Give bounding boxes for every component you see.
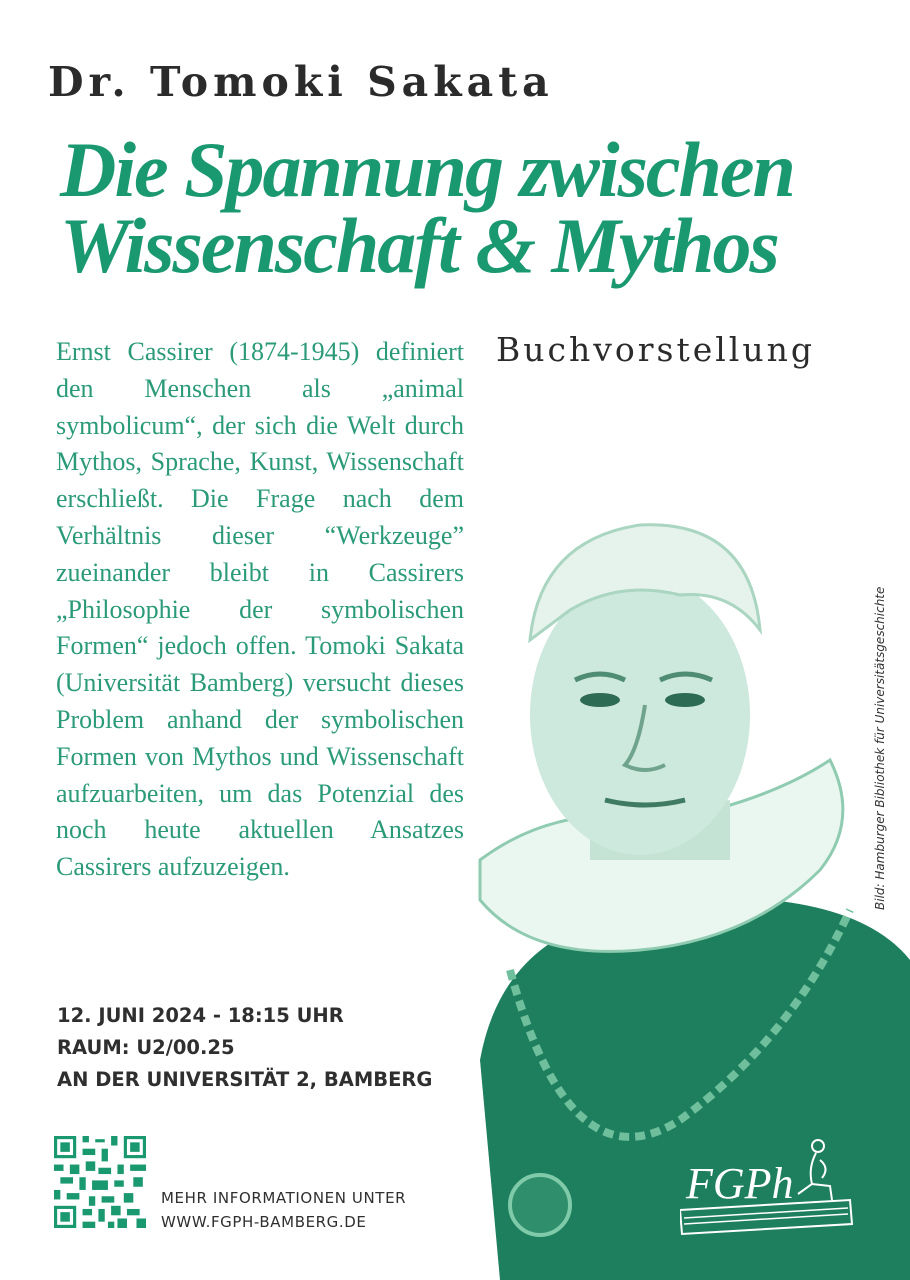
event-title (60, 126, 794, 289)
event-type-label: Buchvorstellung (496, 330, 815, 369)
more-info-label: MEHR INFORMATIONEN UNTER (161, 1189, 407, 1207)
portrait-medallion (510, 1175, 570, 1235)
thinker-figure-icon (680, 1138, 860, 1238)
qr-code-icon[interactable] (54, 1136, 146, 1228)
event-datetime: 12. JUNI 2024 - 18:15 UHR (57, 1004, 344, 1027)
event-details (57, 1000, 432, 1096)
event-room: RAUM: U2/00.25 (57, 1036, 235, 1059)
image-credit (873, 540, 893, 910)
event-title-line-2: Wissenschaft & Mythos (60, 202, 778, 289)
abstract-text: Ernst Cassirer (1874-1945) definiert den Menschen als „animal symbolicum“, der sich die Welt durch Mythos, Sprache, Kunst, Wissenschaft erschließt. Die Frage nach dem Verhältnis dieser “Werkzeuge” zueinander bleibt in Cassirers „Philosophie der symbolischen Formen“ jedoch offen. Tomoki Sakata (Universität Bamberg) versucht dieses Problem anhand der symbolischen Formen von Mythos und Wissenschaft aufzuarbeiten, um das Potenzial des noch heute aktuellen Ansatzes Cassirers aufzuzeigen. (56, 337, 464, 882)
logo-text: FGPh (686, 1159, 794, 1208)
image-credit-text: Bild: Hamburger Bibliothek für Universitätsgeschichte (873, 586, 887, 910)
fgph-logo (680, 1138, 860, 1238)
website-link[interactable]: WWW.FGPH-BAMBERG.DE (161, 1213, 367, 1231)
event-title-line-1: Die Spannung zwischen (60, 126, 794, 213)
event-address: AN DER UNIVERSITÄT 2, BAMBERG (57, 1068, 433, 1091)
more-info (161, 1186, 406, 1234)
speaker-name: Dr. Tomoki Sakata (48, 58, 554, 106)
